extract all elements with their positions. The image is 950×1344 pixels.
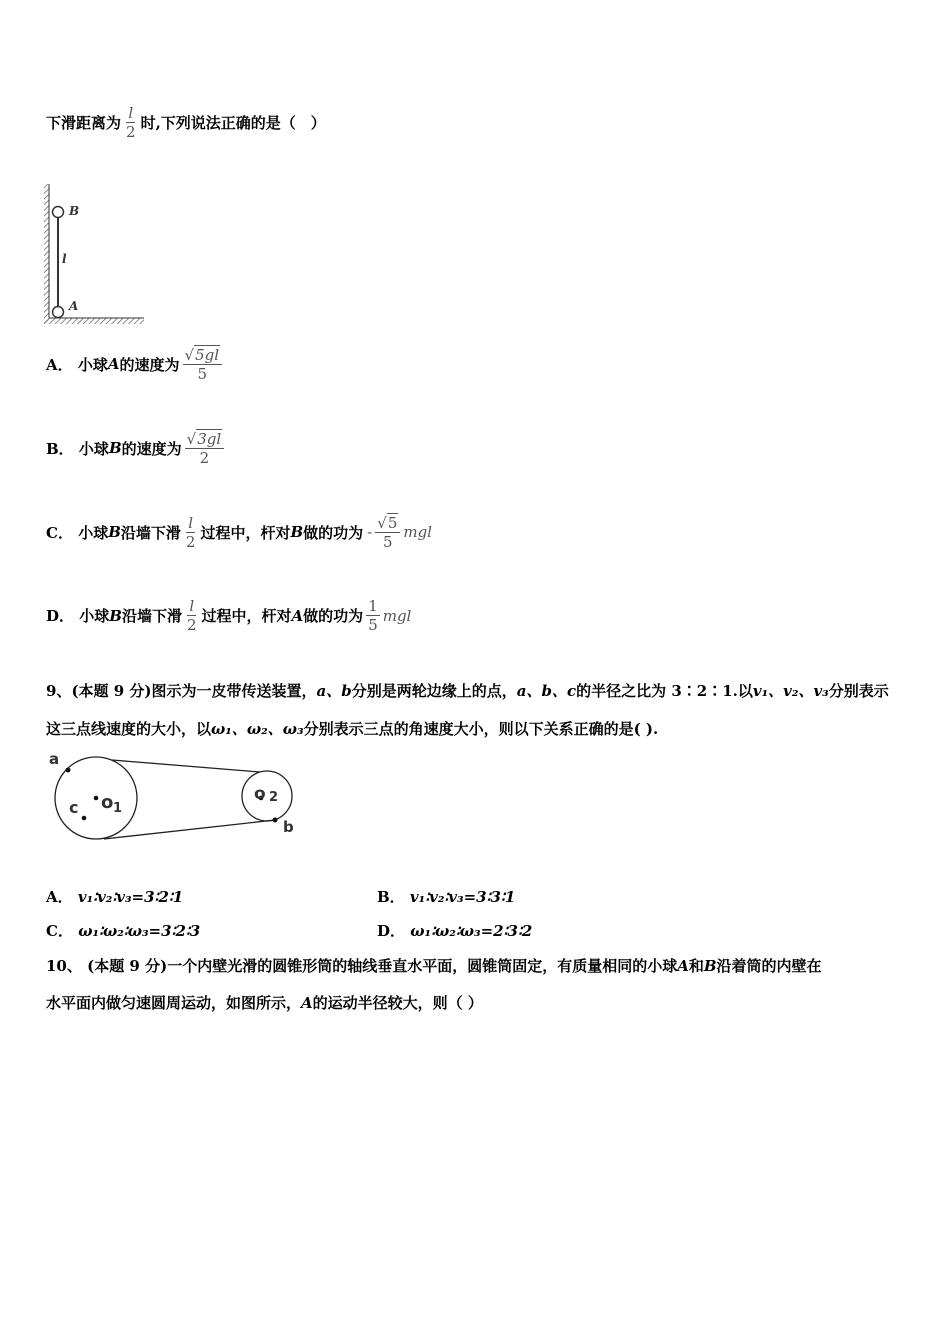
intro-prefix: 下滑距离为 (46, 114, 122, 132)
point-b (273, 818, 278, 823)
option-8a-frac: √ 5gl 5 (183, 345, 223, 383)
intro-fraction: $\frac{l}{2}$ (126, 104, 136, 141)
ball-a (53, 307, 64, 318)
option-9d: D． ω₁∶ω₂∶ω₃=2∶3∶2 (377, 921, 533, 940)
q9-line1: 9、 (本题 9 分) 图示为一皮带传送装置， a、b 分别是两轮边缘上的点， a、b、c 的半径之比为 3∶2∶1.以 v₁、v₂、v₃ 分别表示 (46, 682, 889, 700)
belt-bottom (104, 820, 275, 839)
floor-hatch (44, 318, 144, 324)
option-8d: D． 小球 B 沿墙下滑 $\frac{l}{2}$ 过程中，杆对 A 做的功为 $\frac{1}{5}$ mgl (46, 597, 412, 634)
option-8c: C． 小球 B 沿墙下滑 $\frac{l}{2}$ 过程中，杆对 B 做的功为 - √ 5 5 mgl (46, 513, 432, 551)
svg-text:2: 2 (269, 790, 279, 805)
option-8b-frac: √ 3gl 2 (185, 429, 225, 467)
label-l: l (62, 252, 67, 266)
ball-b (53, 207, 64, 218)
svg-text:1: 1 (113, 801, 123, 816)
rod-wall-figure (40, 180, 150, 330)
svg-text:b: b (283, 818, 294, 836)
belt-drive-figure (44, 748, 304, 848)
option-8a: A． 小球 A 的速度为 √ 5gl 5 (46, 345, 225, 383)
point-a (66, 768, 71, 773)
option-9b: B． v₁∶v₂∶v₃=3∶3∶1 (377, 887, 516, 906)
svg-text:o: o (254, 784, 266, 804)
svg-text:c: c (69, 798, 79, 817)
option-9c: C． ω₁∶ω₂∶ω₃=3∶2∶3 (46, 921, 201, 940)
intro-line (46, 104, 326, 141)
point-c (82, 816, 87, 821)
q10-line1: 10、 (本题 9 分) 一个内壁光滑的圆锥形筒的轴线垂直水平面，圆锥筒固定，有质量相同的小球 A 和 B 沿着筒的内壁在 (46, 956, 822, 975)
belt-top (112, 760, 260, 772)
q9-line2: 这三点线速度的大小，以 ω₁、ω₂、ω₃ 分别表示三点的角速度大小，则以下关系正确的是( ). (46, 720, 659, 738)
wall-hatch (44, 184, 49, 324)
svg-text:o: o (101, 792, 114, 813)
option-8b: B． 小球 B 的速度为 √ 3gl 2 (46, 429, 227, 467)
label-a: A (69, 299, 79, 313)
center-o1 (94, 796, 99, 801)
intro-suffix: 时,下列说法正确的是（ ） (140, 114, 326, 132)
svg-text:a: a (49, 750, 60, 768)
label-b: B (69, 204, 80, 218)
option-9a: A． v₁∶v₂∶v₃=3∶2∶1 (46, 887, 184, 906)
q10-line2: 水平面内做匀速圆周运动，如图所示， A 的运动半径较大，则（ ） (46, 993, 483, 1012)
wheel-2 (242, 771, 292, 821)
